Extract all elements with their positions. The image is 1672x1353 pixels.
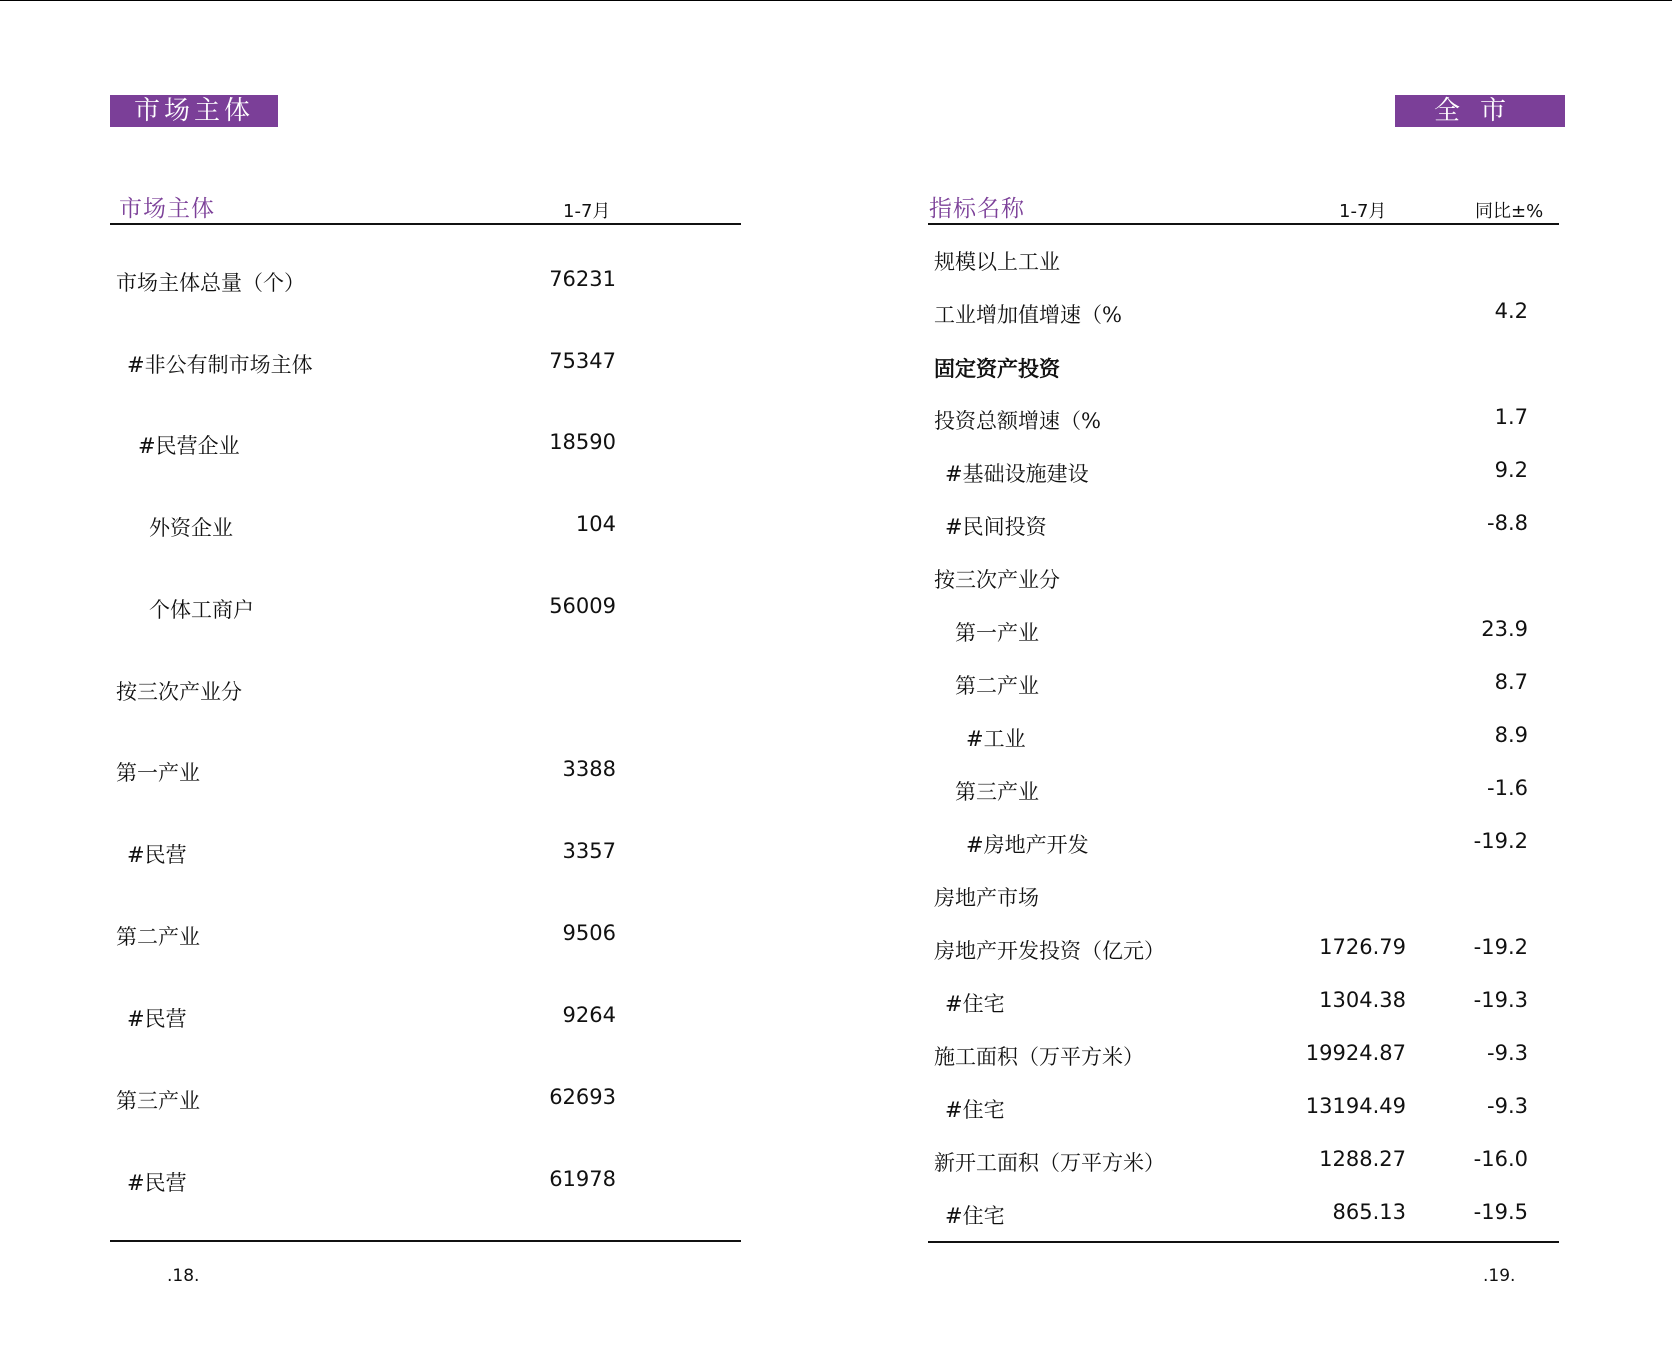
table-row <box>0 829 1672 865</box>
right-header-title: 指标名称 <box>929 196 1025 222</box>
table-row <box>0 617 1672 653</box>
table-row <box>0 1147 1672 1183</box>
table-row <box>0 458 1672 494</box>
row-label: 房地产开发投资（亿元） <box>934 939 1165 963</box>
row-yoy: 23.9 <box>1481 617 1528 641</box>
row-yoy: -1.6 <box>1487 776 1528 800</box>
row-label: 固定资产投资 <box>934 356 1060 381</box>
row-yoy: -19.2 <box>1473 935 1528 959</box>
row-value: 18590 <box>549 430 616 454</box>
right-page-number: .19. <box>1483 1266 1516 1286</box>
table-row <box>0 353 1672 389</box>
row-value: 1304.38 <box>1319 988 1406 1012</box>
row-value: 19924.87 <box>1305 1041 1406 1065</box>
right-header-rule <box>928 223 1559 225</box>
table-row <box>0 1041 1672 1077</box>
row-label: #民营 <box>127 843 187 867</box>
table-row <box>0 511 1672 547</box>
row-value: 865.13 <box>1332 1200 1406 1224</box>
row-label: #住宅 <box>945 1098 1005 1122</box>
row-yoy: 1.7 <box>1494 405 1528 429</box>
row-value: 56009 <box>549 594 616 618</box>
row-label: 个体工商户 <box>149 598 254 622</box>
table-row <box>0 564 1672 600</box>
table-row <box>0 776 1672 812</box>
row-value: 3388 <box>562 757 616 781</box>
table-row <box>0 723 1672 759</box>
row-value: 76231 <box>549 267 616 291</box>
row-label: #住宅 <box>945 1204 1005 1228</box>
row-label: 投资总额增速（% <box>934 409 1101 433</box>
right-header-col-yoy: 同比±% <box>1475 201 1544 222</box>
table-row <box>0 988 1672 1024</box>
table-row <box>0 246 1672 282</box>
right-section-tag: 全市 <box>1395 95 1565 127</box>
table-row <box>0 670 1672 706</box>
row-value: 75347 <box>549 349 616 373</box>
row-value: 1288.27 <box>1319 1147 1406 1171</box>
row-label: #民营 <box>127 1171 187 1195</box>
row-yoy: -8.8 <box>1487 511 1528 535</box>
row-value: 104 <box>575 512 616 536</box>
row-label: #基础设施建设 <box>945 462 1089 486</box>
right-footer-rule <box>928 1241 1559 1243</box>
table-row <box>0 299 1672 335</box>
row-label: 施工面积（万平方米） <box>934 1045 1144 1069</box>
row-label: 第一产业 <box>116 761 200 785</box>
row-value: 3357 <box>562 839 616 863</box>
row-label: #非公有制市场主体 <box>127 353 313 377</box>
row-value: 13194.49 <box>1305 1094 1406 1118</box>
left-page-number: .18. <box>167 1266 200 1286</box>
row-label: 按三次产业分 <box>116 680 242 704</box>
row-label: 第二产业 <box>116 925 200 949</box>
row-label: 市场主体总量（个） <box>116 271 305 295</box>
row-label: 第二产业 <box>955 674 1039 698</box>
row-value: 62693 <box>549 1085 616 1109</box>
row-label: #房地产开发 <box>966 833 1089 857</box>
left-header-title: 市场主体 <box>119 196 215 222</box>
row-label: 按三次产业分 <box>934 568 1060 592</box>
row-yoy: 4.2 <box>1494 299 1528 323</box>
row-yoy: -9.3 <box>1487 1041 1528 1065</box>
row-label: #民营 <box>127 1007 187 1031</box>
row-yoy: -19.5 <box>1473 1200 1528 1224</box>
row-label: 工业增加值增速（% <box>934 303 1122 327</box>
row-yoy: -19.2 <box>1473 829 1528 853</box>
left-header-col-period: 1-7月 <box>563 201 611 222</box>
left-section-tag: 市场主体 <box>110 95 278 127</box>
row-label: 第三产业 <box>955 780 1039 804</box>
row-yoy: -16.0 <box>1473 1147 1528 1171</box>
row-yoy: 8.9 <box>1494 723 1528 747</box>
row-yoy: -9.3 <box>1487 1094 1528 1118</box>
row-label: 规模以上工业 <box>934 250 1060 274</box>
row-value: 9264 <box>562 1003 616 1027</box>
row-label: #住宅 <box>945 992 1005 1016</box>
row-value: 1726.79 <box>1319 935 1406 959</box>
row-value: 61978 <box>549 1167 616 1191</box>
row-label: 房地产市场 <box>934 886 1039 910</box>
table-row <box>0 1200 1672 1236</box>
left-header-rule <box>110 223 741 225</box>
left-footer-rule <box>110 1240 741 1242</box>
row-yoy: 8.7 <box>1494 670 1528 694</box>
top-border <box>0 0 1672 1</box>
table-row <box>0 935 1672 971</box>
table-row <box>0 1094 1672 1130</box>
row-label: 第三产业 <box>116 1089 200 1113</box>
row-label: #民间投资 <box>945 515 1047 539</box>
row-label: 第一产业 <box>955 621 1039 645</box>
table-row <box>0 882 1672 918</box>
row-label: #工业 <box>966 727 1026 751</box>
row-value: 9506 <box>562 921 616 945</box>
row-label: 新开工面积（万平方米） <box>934 1151 1165 1175</box>
right-header-col-period: 1-7月 <box>1339 201 1387 222</box>
row-yoy: 9.2 <box>1494 458 1528 482</box>
table-row <box>0 405 1672 441</box>
row-yoy: -19.3 <box>1473 988 1528 1012</box>
row-label: 外资企业 <box>149 516 233 540</box>
row-label: #民营企业 <box>138 434 240 458</box>
